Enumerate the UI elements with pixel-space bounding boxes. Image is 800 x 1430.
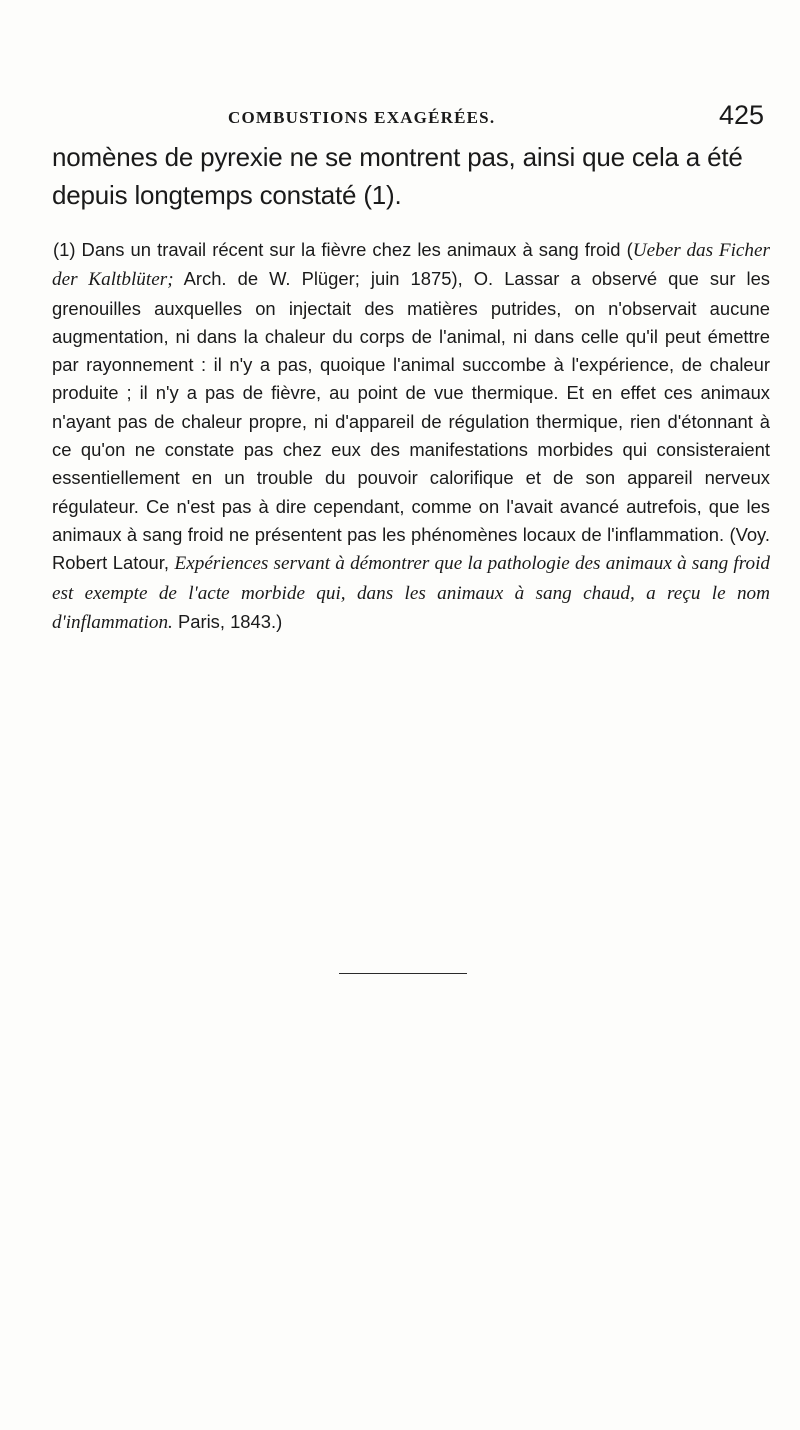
running-head — [52, 100, 770, 138]
section-divider-rule — [339, 973, 467, 974]
page-number: 425 — [718, 100, 764, 130]
book-page — [52, 100, 771, 637]
footnote-text-3: Paris, 1843.) — [172, 610, 283, 632]
footnote — [52, 236, 770, 637]
footnote-cited-title-1: Ueber das Ficher der Kaltblüter; — [52, 240, 770, 291]
body-paragraph: nomènes de pyrexie ne se montrent pas, ainsi que cela a été depuis longtemps constaté (1). — [52, 142, 743, 210]
footnote-text-1: Dans un travail récent sur la fièvre chez les animaux à sang froid ( — [75, 239, 633, 260]
footnote-cited-title-2: Expériences servant à démontrer que la pathologie des animaux à sang froid est exempte de l'acte morbide qui, dans les animaux à sang chaud, a reçu le nom d'inflammation. — [52, 553, 770, 633]
footnote-marker: (1) — [53, 239, 76, 260]
footnote-text-2: Arch. de W. Plüger; juin 1875), O. Lassar a observé que sur les grenouilles auxquelles on injectait des matières putrides, on n'observait aucune augmentation, ni dans la chaleur du corps de l'animal, ni dans celle qu'il peut émettre par rayonnement : il n'y a pas, quoique l'animal succombe à l'expérience, de chaleur produite ; il n'y a pas de fièvre, au point de vue thermique. Et en effet ces animaux n'ayant pas de chaleur propre, ni d'appareil de régulation thermique, rien d'étonnant à ce qu'on ne constate pas chez eux des manifestations morbides qui consisteraient essentiellement en un trouble du pouvoir calorifique et de son appareil nerveux régulateur. Ce n'est pas à dire cependant, comme on l'avait avancé autrefois, que les animaux à sang froid ne présentent pas les phénomènes locaux de l'inflammation. (Voy. Robert Latour, — [52, 268, 771, 574]
running-title: COMBUSTIONS EXAGÉRÉES. — [228, 108, 496, 127]
